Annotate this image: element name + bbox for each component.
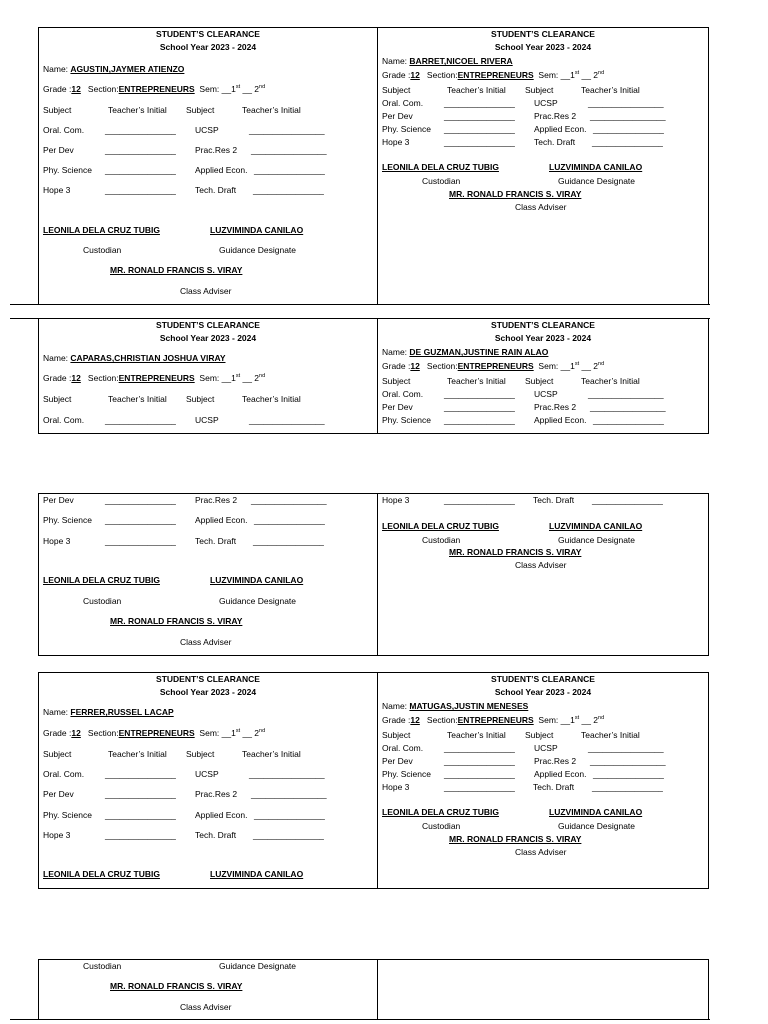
subject-ucsp: UCSP bbox=[195, 125, 219, 135]
teacher-initial-header: Teacher’s Initial bbox=[581, 85, 640, 95]
clearance-card-caparas bbox=[39, 319, 378, 433]
initial-blank[interactable]: _______________ bbox=[593, 769, 664, 779]
grade-label: Grade : bbox=[43, 373, 72, 383]
subject-ucsp: UCSP bbox=[195, 769, 219, 779]
initial-blank[interactable]: _______________ bbox=[444, 743, 515, 753]
adviser-name: MR. RONALD FRANCIS S. VIRAY bbox=[449, 834, 582, 844]
teacher-initial-header: Teacher’s Initial bbox=[447, 730, 506, 740]
initial-blank[interactable]: ________________ bbox=[590, 756, 666, 766]
subject-hope: Hope 3 bbox=[43, 536, 71, 546]
subject-tech-draft: Tech. Draft bbox=[533, 782, 575, 792]
name-label: Name: bbox=[382, 701, 408, 711]
teacher-initial-header: Teacher’s Initial bbox=[581, 376, 640, 386]
name-row bbox=[382, 56, 513, 67]
adviser-name: MR. RONALD FRANCIS S. VIRAY bbox=[110, 981, 243, 991]
card-title: STUDENT’S CLEARANCE bbox=[491, 29, 595, 39]
guidance-title: Guidance Designate bbox=[558, 821, 636, 831]
student-name: DE GUZMAN,JUSTINE RAIN ALAO bbox=[409, 347, 549, 357]
clearance-card-matugas bbox=[378, 673, 708, 888]
initial-blank[interactable]: _______________ bbox=[253, 830, 324, 840]
grade-label: Grade : bbox=[382, 361, 411, 371]
section-value: ENTREPRENEURS bbox=[457, 715, 534, 725]
initial-blank[interactable]: _______________ bbox=[105, 810, 176, 820]
sem-label: Sem: bbox=[538, 361, 559, 371]
initial-blank[interactable]: _______________ bbox=[254, 165, 325, 175]
grade-row bbox=[382, 70, 604, 81]
subject-oral-com: Oral. Com. bbox=[43, 415, 85, 425]
subject-phy-science: Phy. Science bbox=[382, 124, 431, 134]
teacher-initial-header: Teacher’s Initial bbox=[108, 105, 167, 115]
adviser-title: Class Adviser bbox=[515, 847, 567, 857]
sem-first-sup: st bbox=[235, 84, 241, 91]
teacher-initial-header: Teacher’s Initial bbox=[108, 749, 167, 759]
subject-phy-science: Phy. Science bbox=[382, 769, 431, 779]
sem-first: __1 bbox=[221, 728, 236, 738]
grade-label: Grade : bbox=[43, 84, 72, 94]
clearance-card-ferrer-continued bbox=[39, 960, 378, 1019]
subject-per-dev: Per Dev bbox=[382, 111, 413, 121]
guidance-title: Guidance Designate bbox=[219, 961, 297, 971]
subject-hope: Hope 3 bbox=[382, 495, 410, 505]
adviser-name: MR. RONALD FRANCIS S. VIRAY bbox=[110, 265, 243, 275]
sem-second: __ 2 bbox=[581, 715, 599, 725]
sem-label: Sem: bbox=[199, 728, 220, 738]
sem-second-sup: nd bbox=[259, 373, 266, 380]
subject-prac-res: Prac.Res 2 bbox=[195, 495, 238, 505]
sem-second: __ 2 bbox=[581, 70, 599, 80]
sem-first-sup: st bbox=[235, 728, 241, 735]
sem-first: __1 bbox=[560, 70, 575, 80]
sem-second-sup: nd bbox=[598, 361, 605, 368]
section-label: Section: bbox=[426, 715, 458, 725]
custodian-name: LEONILA DELA CRUZ TUBIG bbox=[43, 869, 160, 879]
initial-blank[interactable]: _______________ bbox=[593, 124, 664, 134]
initial-blank[interactable]: _______________ bbox=[444, 124, 515, 134]
subject-hope: Hope 3 bbox=[43, 185, 71, 195]
student-name: BARRET,NICOEL RIVERA bbox=[409, 56, 513, 66]
grade-label: Grade : bbox=[382, 715, 411, 725]
initial-blank[interactable]: _______________ bbox=[105, 536, 176, 546]
sem-first: __1 bbox=[221, 373, 236, 383]
subject-header: Subject bbox=[43, 105, 72, 115]
school-year: School Year 2023 - 2024 bbox=[159, 333, 257, 343]
teacher-initial-header: Teacher’s Initial bbox=[447, 376, 506, 386]
adviser-title: Class Adviser bbox=[180, 286, 232, 296]
custodian-title: Custodian bbox=[422, 535, 461, 545]
sem-first: __1 bbox=[560, 361, 575, 371]
sem-label: Sem: bbox=[538, 715, 559, 725]
sem-second: __ 2 bbox=[242, 373, 260, 383]
initial-blank[interactable]: _______________ bbox=[105, 789, 176, 799]
sem-first-sup: st bbox=[574, 361, 580, 368]
clearance-card-barret bbox=[378, 28, 708, 304]
clearance-card-ferrer bbox=[39, 673, 378, 888]
subject-hope: Hope 3 bbox=[382, 782, 410, 792]
adviser-title: Class Adviser bbox=[180, 637, 232, 647]
subject-tech-draft: Tech. Draft bbox=[534, 137, 576, 147]
student-name: AGUSTIN,JAYMER ATIENZO bbox=[70, 64, 185, 74]
initial-blank[interactable]: ________________ bbox=[251, 145, 327, 155]
sem-first-sup: st bbox=[574, 715, 580, 722]
name-row bbox=[43, 64, 184, 75]
name-label: Name: bbox=[43, 353, 69, 363]
section-value: ENTREPRENEURS bbox=[457, 70, 534, 80]
grade-value: 12 bbox=[410, 70, 420, 80]
guidance-title: Guidance Designate bbox=[558, 176, 636, 186]
subject-ucsp: UCSP bbox=[195, 415, 219, 425]
grade-row bbox=[43, 84, 265, 95]
subject-applied-econ: Applied Econ. bbox=[534, 124, 587, 134]
school-year: School Year 2023 - 2024 bbox=[494, 687, 592, 697]
custodian-title: Custodian bbox=[83, 961, 122, 971]
adviser-name: MR. RONALD FRANCIS S. VIRAY bbox=[110, 616, 243, 626]
grade-value: 12 bbox=[71, 373, 81, 383]
guidance-title: Guidance Designate bbox=[219, 596, 297, 606]
initial-blank[interactable]: _______________ bbox=[444, 111, 515, 121]
initial-blank[interactable]: _______________ bbox=[254, 810, 325, 820]
adviser-name: MR. RONALD FRANCIS S. VIRAY bbox=[449, 547, 582, 557]
clearance-block-2 bbox=[38, 318, 709, 434]
subject-oral-com: Oral. Com. bbox=[43, 125, 85, 135]
subject-tech-draft: Tech. Draft bbox=[195, 830, 237, 840]
subject-applied-econ: Applied Econ. bbox=[195, 810, 248, 820]
grade-row bbox=[382, 715, 604, 726]
initial-blank[interactable]: _______________ bbox=[444, 389, 515, 399]
subject-prac-res: Prac.Res 2 bbox=[534, 402, 577, 412]
guidance-title: Guidance Designate bbox=[219, 245, 297, 255]
initial-blank[interactable]: _______________ bbox=[444, 137, 515, 147]
subject-applied-econ: Applied Econ. bbox=[195, 165, 248, 175]
initial-blank[interactable]: _______________ bbox=[444, 98, 515, 108]
subject-ucsp: UCSP bbox=[534, 389, 558, 399]
section-label: Section: bbox=[87, 84, 119, 94]
subject-hope: Hope 3 bbox=[43, 830, 71, 840]
subject-oral-com: Oral. Com. bbox=[382, 743, 424, 753]
subject-header: Subject bbox=[43, 394, 72, 404]
subject-oral-com: Oral. Com. bbox=[382, 389, 424, 399]
section-value: ENTREPRENEURS bbox=[457, 361, 534, 371]
subject-header: Subject bbox=[186, 394, 215, 404]
initial-blank[interactable]: _______________ bbox=[444, 402, 515, 412]
grade-row bbox=[382, 361, 604, 372]
guidance-name: LUZVIMINDA CANILAO bbox=[210, 575, 304, 585]
subject-oral-com: Oral. Com. bbox=[43, 769, 85, 779]
guidance-name: LUZVIMINDA CANILAO bbox=[549, 162, 643, 172]
grade-row bbox=[43, 728, 265, 739]
grade-value: 12 bbox=[410, 361, 420, 371]
guidance-name: LUZVIMINDA CANILAO bbox=[210, 225, 304, 235]
initial-blank[interactable]: ________________ bbox=[588, 743, 664, 753]
initial-blank[interactable]: _______________ bbox=[105, 125, 176, 135]
custodian-name: LEONILA DELA CRUZ TUBIG bbox=[43, 225, 160, 235]
subject-tech-draft: Tech. Draft bbox=[533, 495, 575, 505]
custodian-title: Custodian bbox=[422, 176, 461, 186]
subject-prac-res: Prac.Res 2 bbox=[195, 789, 238, 799]
subject-header: Subject bbox=[43, 749, 72, 759]
card-title: STUDENT’S CLEARANCE bbox=[491, 674, 595, 684]
initial-blank[interactable]: _______________ bbox=[592, 495, 663, 505]
grade-label: Grade : bbox=[382, 70, 411, 80]
grade-value: 12 bbox=[410, 715, 420, 725]
name-label: Name: bbox=[382, 347, 408, 357]
subject-per-dev: Per Dev bbox=[43, 145, 74, 155]
subject-hope: Hope 3 bbox=[382, 137, 410, 147]
subject-header: Subject bbox=[382, 730, 411, 740]
name-row bbox=[43, 707, 174, 718]
clearance-block-1 bbox=[38, 27, 709, 305]
sem-second: __ 2 bbox=[581, 361, 599, 371]
grade-value: 12 bbox=[71, 84, 81, 94]
subject-per-dev: Per Dev bbox=[43, 789, 74, 799]
subject-header: Subject bbox=[186, 749, 215, 759]
subject-header: Subject bbox=[186, 105, 215, 115]
section-value: ENTREPRENEURS bbox=[118, 373, 195, 383]
teacher-initial-header: Teacher’s Initial bbox=[108, 394, 167, 404]
guidance-title: Guidance Designate bbox=[558, 535, 636, 545]
section-value: ENTREPRENEURS bbox=[118, 84, 195, 94]
clearance-block-3 bbox=[38, 493, 709, 656]
initial-blank[interactable]: ________________ bbox=[590, 111, 666, 121]
school-year: School Year 2023 - 2024 bbox=[494, 333, 592, 343]
initial-blank[interactable]: ________________ bbox=[249, 769, 325, 779]
student-name: CAPARAS,CHRISTIAN JOSHUA VIRAY bbox=[70, 353, 226, 363]
card-title: STUDENT’S CLEARANCE bbox=[156, 674, 260, 684]
sem-first: __1 bbox=[560, 715, 575, 725]
name-label: Name: bbox=[43, 64, 69, 74]
initial-blank[interactable]: _______________ bbox=[444, 769, 515, 779]
clearance-card-caparas-continued bbox=[39, 494, 378, 655]
initial-blank[interactable]: ________________ bbox=[590, 402, 666, 412]
subject-oral-com: Oral. Com. bbox=[382, 98, 424, 108]
initial-blank[interactable]: _______________ bbox=[444, 495, 515, 505]
subject-ucsp: UCSP bbox=[534, 98, 558, 108]
subject-per-dev: Per Dev bbox=[382, 756, 413, 766]
name-label: Name: bbox=[382, 56, 408, 66]
card-title: STUDENT’S CLEARANCE bbox=[156, 320, 260, 330]
name-row bbox=[43, 353, 226, 364]
subject-per-dev: Per Dev bbox=[382, 402, 413, 412]
sem-label: Sem: bbox=[538, 70, 559, 80]
custodian-name: LEONILA DELA CRUZ TUBIG bbox=[382, 807, 499, 817]
adviser-title: Class Adviser bbox=[515, 560, 567, 570]
custodian-name: LEONILA DELA CRUZ TUBIG bbox=[382, 162, 499, 172]
custodian-title: Custodian bbox=[422, 821, 461, 831]
initial-blank[interactable]: _______________ bbox=[105, 165, 176, 175]
guidance-name: LUZVIMINDA CANILAO bbox=[210, 869, 304, 879]
section-label: Section: bbox=[426, 70, 458, 80]
initial-blank[interactable]: _______________ bbox=[592, 782, 663, 792]
subject-prac-res: Prac.Res 2 bbox=[534, 111, 577, 121]
initial-blank[interactable]: ________________ bbox=[249, 125, 325, 135]
sem-second: __ 2 bbox=[242, 728, 260, 738]
clearance-card-de-guzman-continued bbox=[378, 494, 708, 655]
sem-second-sup: nd bbox=[259, 84, 266, 91]
subject-phy-science: Phy. Science bbox=[43, 165, 92, 175]
initial-blank[interactable]: _______________ bbox=[105, 515, 176, 525]
teacher-initial-header: Teacher’s Initial bbox=[242, 749, 301, 759]
section-label: Section: bbox=[87, 728, 119, 738]
subject-header: Subject bbox=[525, 85, 554, 95]
initial-blank[interactable]: ________________ bbox=[249, 415, 325, 425]
card-title: STUDENT’S CLEARANCE bbox=[156, 29, 260, 39]
custodian-name: LEONILA DELA CRUZ TUBIG bbox=[43, 575, 160, 585]
guidance-name: LUZVIMINDA CANILAO bbox=[549, 807, 643, 817]
sem-first: __1 bbox=[221, 84, 236, 94]
initial-blank[interactable]: ________________ bbox=[251, 789, 327, 799]
initial-blank[interactable]: _______________ bbox=[253, 536, 324, 546]
name-row bbox=[382, 701, 528, 712]
subject-header: Subject bbox=[382, 376, 411, 386]
sem-second-sup: nd bbox=[259, 728, 266, 735]
sem-first-sup: st bbox=[574, 70, 580, 77]
initial-blank[interactable]: _______________ bbox=[105, 769, 176, 779]
subject-phy-science: Phy. Science bbox=[43, 515, 92, 525]
section-value: ENTREPRENEURS bbox=[118, 728, 195, 738]
empty-card bbox=[378, 960, 708, 1019]
initial-blank[interactable]: _______________ bbox=[105, 830, 176, 840]
name-label: Name: bbox=[43, 707, 69, 717]
subject-applied-econ: Applied Econ. bbox=[534, 415, 587, 425]
teacher-initial-header: Teacher’s Initial bbox=[447, 85, 506, 95]
initial-blank[interactable]: _______________ bbox=[105, 495, 176, 505]
subject-prac-res: Prac.Res 2 bbox=[195, 145, 238, 155]
subject-applied-econ: Applied Econ. bbox=[195, 515, 248, 525]
sem-label: Sem: bbox=[199, 84, 220, 94]
subject-ucsp: UCSP bbox=[534, 743, 558, 753]
teacher-initial-header: Teacher’s Initial bbox=[581, 730, 640, 740]
initial-blank[interactable]: _______________ bbox=[105, 145, 176, 155]
initial-blank[interactable]: ________________ bbox=[588, 98, 664, 108]
clearance-card-agustin bbox=[39, 28, 378, 304]
subject-prac-res: Prac.Res 2 bbox=[534, 756, 577, 766]
student-name: FERRER,RUSSEL LACAP bbox=[70, 707, 174, 717]
initial-blank[interactable]: _______________ bbox=[105, 185, 176, 195]
subject-phy-science: Phy. Science bbox=[43, 810, 92, 820]
subject-header: Subject bbox=[382, 85, 411, 95]
initial-blank[interactable]: _______________ bbox=[592, 137, 663, 147]
student-name: MATUGAS,JUSTIN MENESES bbox=[409, 701, 529, 711]
card-title: STUDENT’S CLEARANCE bbox=[491, 320, 595, 330]
section-label: Section: bbox=[87, 373, 119, 383]
custodian-title: Custodian bbox=[83, 245, 122, 255]
subject-tech-draft: Tech. Draft bbox=[195, 185, 237, 195]
section-label: Section: bbox=[426, 361, 458, 371]
initial-blank[interactable]: _______________ bbox=[253, 185, 324, 195]
subject-header: Subject bbox=[525, 730, 554, 740]
initial-blank[interactable]: ________________ bbox=[588, 389, 664, 399]
teacher-initial-header: Teacher’s Initial bbox=[242, 394, 301, 404]
grade-row bbox=[43, 373, 265, 384]
sem-first-sup: st bbox=[235, 373, 241, 380]
custodian-title: Custodian bbox=[83, 596, 122, 606]
initial-blank[interactable]: _______________ bbox=[254, 515, 325, 525]
teacher-initial-header: Teacher’s Initial bbox=[242, 105, 301, 115]
adviser-title: Class Adviser bbox=[515, 202, 567, 212]
subject-phy-science: Phy. Science bbox=[382, 415, 431, 425]
name-row bbox=[382, 347, 548, 358]
grade-value: 12 bbox=[71, 728, 81, 738]
subject-per-dev: Per Dev bbox=[43, 495, 74, 505]
initial-blank[interactable]: _______________ bbox=[105, 415, 176, 425]
custodian-name: LEONILA DELA CRUZ TUBIG bbox=[382, 521, 499, 531]
sem-second-sup: nd bbox=[598, 715, 605, 722]
subject-header: Subject bbox=[525, 376, 554, 386]
guidance-name: LUZVIMINDA CANILAO bbox=[549, 521, 643, 531]
adviser-name: MR. RONALD FRANCIS S. VIRAY bbox=[449, 189, 582, 199]
adviser-title: Class Adviser bbox=[180, 1002, 232, 1012]
school-year: School Year 2023 - 2024 bbox=[159, 42, 257, 52]
initial-blank[interactable]: _______________ bbox=[444, 756, 515, 766]
initial-blank[interactable]: ________________ bbox=[251, 495, 327, 505]
initial-blank[interactable]: _______________ bbox=[593, 415, 664, 425]
initial-blank[interactable]: _______________ bbox=[444, 415, 515, 425]
subject-applied-econ: Applied Econ. bbox=[534, 769, 587, 779]
subject-tech-draft: Tech. Draft bbox=[195, 536, 237, 546]
school-year: School Year 2023 - 2024 bbox=[159, 687, 257, 697]
clearance-block-4 bbox=[38, 672, 709, 889]
initial-blank[interactable]: _______________ bbox=[444, 782, 515, 792]
clearance-block-5 bbox=[38, 959, 709, 1020]
sem-second-sup: nd bbox=[598, 70, 605, 77]
school-year: School Year 2023 - 2024 bbox=[494, 42, 592, 52]
sem-label: Sem: bbox=[199, 373, 220, 383]
sem-second: __ 2 bbox=[242, 84, 260, 94]
grade-label: Grade : bbox=[43, 728, 72, 738]
clearance-card-de-guzman bbox=[378, 319, 708, 433]
